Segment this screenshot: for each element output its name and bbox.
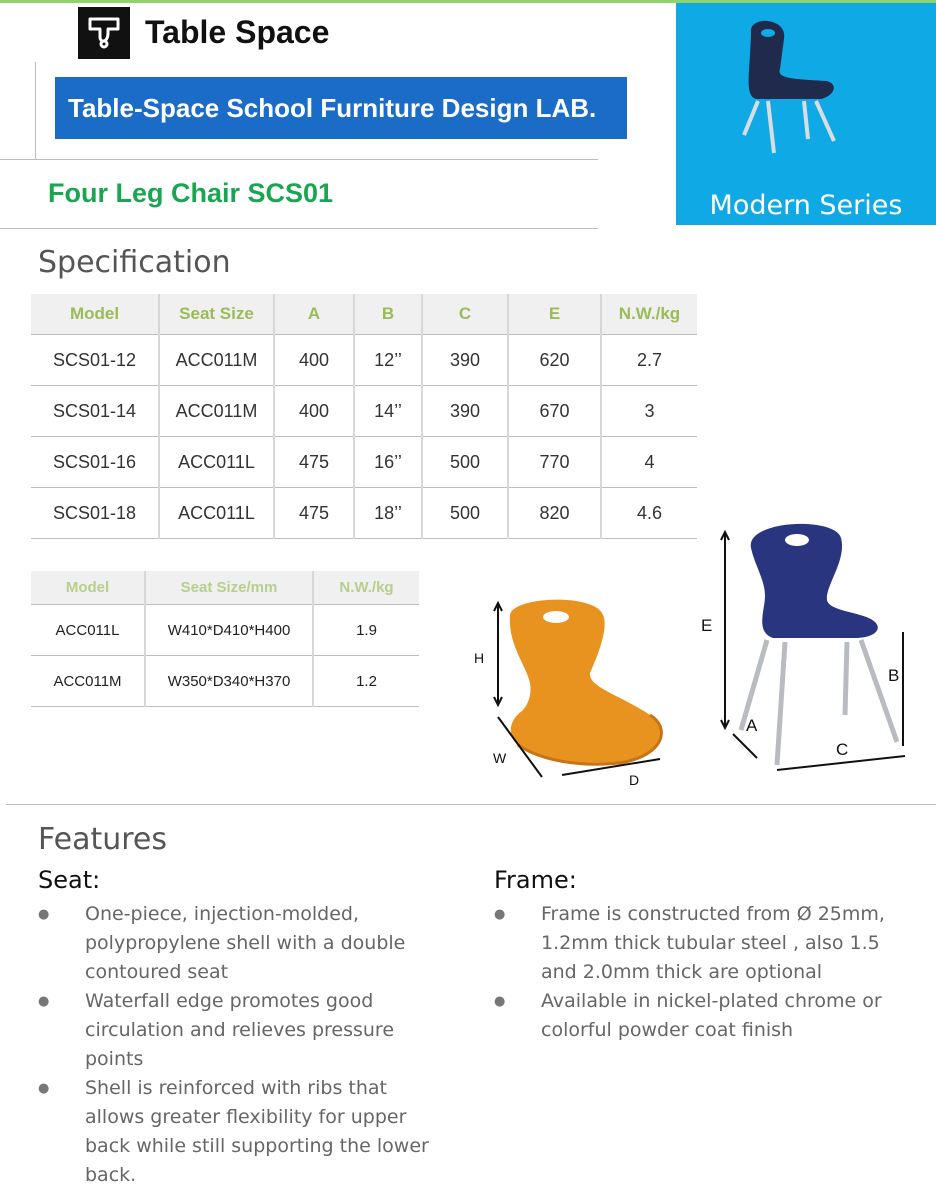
table-cell: 2.7 (601, 335, 697, 386)
table-row (31, 488, 697, 539)
column-header: A (274, 294, 354, 335)
table-cell: 12’’ (354, 335, 422, 386)
table-cell: ACC011M (159, 335, 274, 386)
table-cell: 4 (601, 437, 697, 488)
table-cell: W410*D410*H400 (145, 605, 313, 656)
table-cell: 4.6 (601, 488, 697, 539)
list-item: ● Waterfall edge promotes good circulation and relieves pressure points (38, 987, 448, 1074)
features-heading: Features (38, 822, 167, 857)
modern-chair-photo (676, 3, 936, 193)
table-space-logo-icon (78, 7, 130, 59)
table-cell: 500 (422, 488, 508, 539)
frame-heading: Frame: (494, 866, 577, 894)
column-header: Seat Size (159, 294, 274, 335)
table-cell: 500 (422, 437, 508, 488)
table-cell: ACC011L (159, 437, 274, 488)
table-header-row (31, 294, 697, 335)
specification-heading: Specification (38, 245, 231, 280)
list-item: ● Available in nickel-plated chrome or colorful powder coat finish (494, 987, 894, 1045)
table-cell: 770 (508, 437, 601, 488)
list-item: ● One-piece, injection-molded, polypropylene shell with a double contoured seat (38, 900, 448, 987)
table-cell: 620 (508, 335, 601, 386)
table-cell: ACC011L (31, 605, 145, 656)
table-cell: ACC011L (159, 488, 274, 539)
dimension-label-h: H (474, 650, 485, 666)
brand-name: Table Space (145, 14, 330, 50)
table-cell: 475 (274, 488, 354, 539)
table-row (31, 656, 419, 707)
column-header: Model (31, 571, 145, 605)
column-header: Model (31, 294, 159, 335)
specification-table (31, 294, 697, 539)
seat-feature-list (38, 900, 448, 1190)
table-cell: 670 (508, 386, 601, 437)
table-row (31, 386, 697, 437)
table-cell: 400 (274, 335, 354, 386)
column-header: Seat Size/mm (145, 571, 313, 605)
divider-vertical (35, 62, 36, 159)
table-cell: 1.2 (313, 656, 419, 707)
product-title: Four Leg Chair SCS01 (48, 178, 334, 208)
table-row (31, 605, 419, 656)
table-header-row (31, 571, 419, 605)
table-cell: 390 (422, 386, 508, 437)
table-cell: 16’’ (354, 437, 422, 488)
column-header: C (422, 294, 508, 335)
frame-feature-list (494, 900, 894, 1045)
series-label: Modern Series (709, 190, 903, 221)
column-header: N.W./kg (313, 571, 419, 605)
shell-size-table (31, 571, 419, 707)
table-cell: ACC011M (31, 656, 145, 707)
table-cell: SCS01-16 (31, 437, 159, 488)
dimension-label-a: A (746, 716, 758, 735)
table-cell: 1.9 (313, 605, 419, 656)
table-cell: 14’’ (354, 386, 422, 437)
table-row (31, 335, 697, 386)
series-panel (676, 3, 936, 225)
seat-heading: Seat: (38, 866, 101, 894)
table-cell: SCS01-12 (31, 335, 159, 386)
table-cell: 475 (274, 437, 354, 488)
column-header: N.W./kg (601, 294, 697, 335)
column-header: E (508, 294, 601, 335)
table-cell: 3 (601, 386, 697, 437)
chair-dimension-diagram (715, 520, 936, 775)
divider-line (6, 804, 936, 805)
table-cell: 390 (422, 335, 508, 386)
dimension-label-b: B (888, 666, 900, 685)
divider-line (0, 159, 598, 160)
dimension-label-e: E (701, 616, 713, 635)
lab-banner: Table-Space School Furniture Design LAB. (55, 77, 627, 139)
table-cell: ACC011M (159, 386, 274, 437)
dimension-label-d: D (629, 772, 640, 788)
table-cell: SCS01-18 (31, 488, 159, 539)
list-item: ● Frame is constructed from Ø 25mm, 1.2mm thick tubular steel , also 1.5 and 2.0mm thick are optional (494, 900, 894, 987)
table-cell: 400 (274, 386, 354, 437)
table-cell: SCS01-14 (31, 386, 159, 437)
table-cell: 18’’ (354, 488, 422, 539)
column-header: B (354, 294, 422, 335)
dimension-label-w: W (493, 750, 507, 766)
table-row (31, 437, 697, 488)
divider-line (0, 228, 598, 229)
table-cell: W350*D340*H370 (145, 656, 313, 707)
list-item: ● Shell is reinforced with ribs that allows greater flexibility for upper back while still supporting the lower back. (38, 1074, 448, 1190)
table-cell: 820 (508, 488, 601, 539)
dimension-label-c: C (836, 740, 849, 759)
